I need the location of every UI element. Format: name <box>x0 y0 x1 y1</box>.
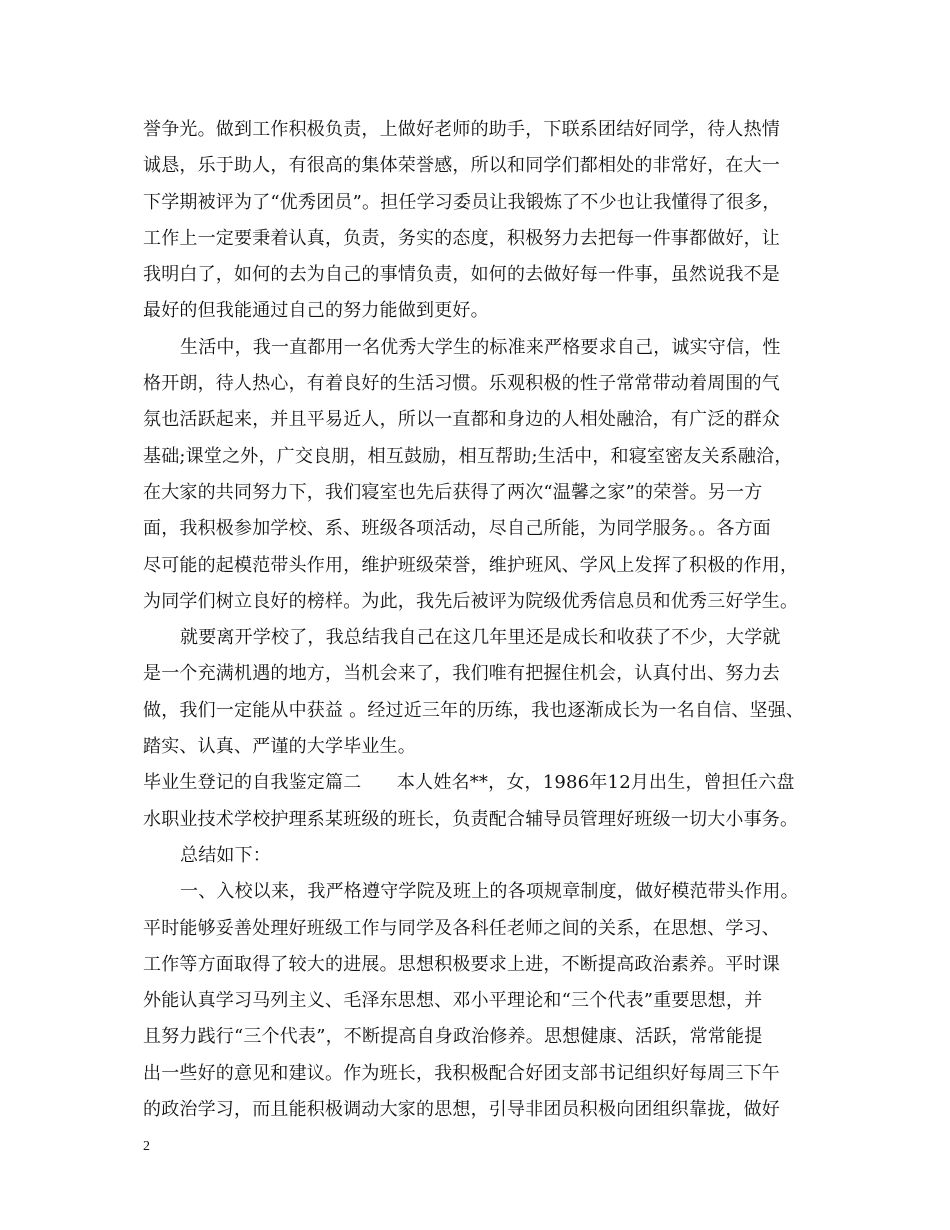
text-line: 最好的但我能通过自己的努力能做到更好。 <box>143 300 489 322</box>
text-line: 是一个充满机遇的地方，当机会来了，我们唯有把握住机会，认真付出、努力去 <box>143 663 780 685</box>
text-line: 且努力践行“三个代表”，不断提高自身政治修养。思想健康、活跃，常常能提 <box>143 1026 763 1048</box>
text-line: 面，我积极参加学校、系、班级各项活动，尽自己所能，为同学服务。。各方面 <box>143 518 771 540</box>
text-line: 工作上一定要秉着认真，负责，务实的态度，积极努力去把每一件事都做好，让 <box>143 227 780 249</box>
text-line: 平时能够妥善处理好班级工作与同学及各科任老师之间的关系，在思想、学习、 <box>143 917 780 939</box>
text-line: 出一些好的意见和建议。作为班长，我积极配合好团支部书记组织好每周三下午 <box>143 1062 780 1084</box>
section-heading-line: 毕业生登记的自我鉴定篇二 本人姓名**，女，1986年12月出生，曾担任六盘 <box>143 772 795 794</box>
text-line: 尽可能的起模范带头作用，维护班级荣誉，维护班风、学风上发挥了积极的作用， <box>143 554 799 576</box>
text-line: 氛也活跃起来，并且平易近人，所以一直都和身边的人相处融洽，有广泛的群众 <box>143 409 780 431</box>
text-line: 基础;课堂之外，广交良朋，相互鼓励，相互帮助;生活中，和寝室密友关系融洽， <box>143 445 793 467</box>
text-line: 的政治学习，而且能积极调动大家的思想，引导非团员积极向团组织靠拢，做好 <box>143 1099 780 1121</box>
text-line: 我明白了，如何的去为自己的事情负责，如何的去做好每一件事，虽然说我不是 <box>143 264 780 286</box>
text-line: 一、入校以来，我严格遵守学院及班上的各项规章制度，做好模范带头作用。 <box>180 881 799 903</box>
text-line: 外能认真学习马列主义、毛泽东思想、邓小平理论和“三个代表”重要思想，并 <box>143 990 763 1012</box>
text-line: 工作等方面取得了较大的进展。思想积极要求上进，不断提高政治素养。平时课 <box>143 953 780 975</box>
text-line: 水职业技术学校护理系某班级的班长，负责配合辅导员管理好班级一切大小事务。 <box>143 808 799 830</box>
text-line: 格开朗，待人热心，有着良好的生活习惯。乐观积极的性子常常带动着周围的气 <box>143 373 780 395</box>
text-line: 诚恳，乐于助人，有很高的集体荣誉感，所以和同学们都相处的非常好，在大一 <box>143 155 780 177</box>
text-line: 为同学们树立良好的榜样。为此，我先后被评为院级优秀信息员和优秀三好学生。 <box>143 590 799 612</box>
text-line: 生活中，我一直都用一名优秀大学生的标准来严格要求自己，诚实守信，性 <box>180 336 781 358</box>
body-text <box>143 112 823 1128</box>
text-line: 总结如下： <box>180 844 271 866</box>
text-line: 就要离开学校了，我总结我自己在这几年里还是成长和收获了不少，大学就 <box>180 627 781 649</box>
text-line: 誉争光。做到工作积极负责，上做好老师的助手，下联系团结好同学，待人热情 <box>143 119 780 140</box>
page-number: 2 <box>143 1139 150 1154</box>
text-line: 在大家的共同努力下，我们寝室也先后获得了两次“温馨之家”的荣誉。另一方 <box>143 481 763 503</box>
text-line: 踏实、认真、严谨的大学毕业生。 <box>143 736 416 758</box>
text-line: 做，我们一定能从中获益 。经过近三年的历练，我也逐渐成长为一名自信、坚强、 <box>143 699 805 721</box>
text-line: 下学期被评为了“优秀团员”。担任学习委员让我锻炼了不少也让我懂得了很多， <box>143 191 781 213</box>
